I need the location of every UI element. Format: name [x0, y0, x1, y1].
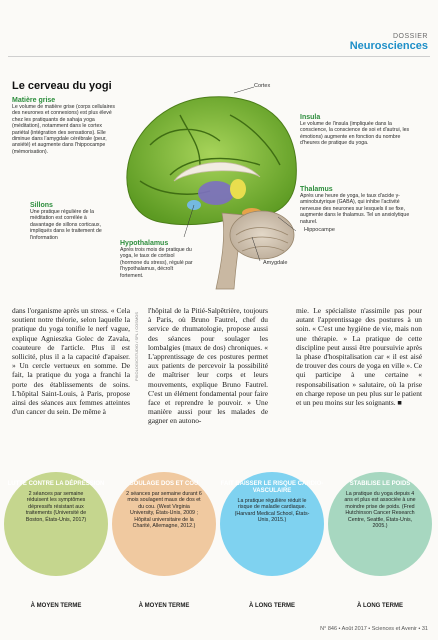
benefit-head: STABILISE LE POIDS	[349, 481, 411, 487]
sillons-block	[30, 202, 110, 241]
benefit-depression	[4, 472, 108, 576]
benefit-head: FAIT BAISSER LE RISQUE CARDIO-VASCULAIRE	[220, 481, 324, 494]
term-label-1: À MOYEN TERME	[30, 603, 82, 609]
benefit-poids	[328, 472, 432, 576]
matiere-grise-text: Le volume de matière grise (corps cellulaires des neurones et connexions) est plus élevé chez les pratiquants de sahaja yoga (méditation), notamment dans le cortex pariétal (intégration des sensations). Elle diminue dans l'amygdale cérébrale (peur, anxiété) et augmente dans l'hippocampe (mémorisation).	[12, 104, 115, 155]
article-title: Le cerveau du yogi	[12, 80, 112, 92]
sillons-title: Sillons	[30, 202, 53, 209]
term-label-3: À LONG TERME	[249, 603, 295, 609]
page-header	[0, 0, 438, 62]
benefit-dos-cou	[112, 472, 216, 576]
insula-text: Le volume de l'insula (impliquée dans la conscience, la conscience de soi et d'autrui, les émotions) augmente en fonction du nombre d'heures de pratique du yoga.	[300, 121, 410, 147]
hypothalamus-block	[120, 240, 194, 279]
matiere-grise-title: Matière grise	[12, 97, 56, 104]
page-footer: N° 846 • Août 2017 • Sciences et Avenir • 31	[320, 626, 428, 632]
amygdale-label: Amygdale	[263, 260, 288, 266]
hypothalamus-title: Hypothalamus	[120, 240, 169, 247]
body-column-2: l'hôpital de la Pitié-Salpêtrière, toujours à Paris, où Bruno Fautrel, chef du service de rhumatologie, propose aussi des séances pour soulager les lombalgies (maux de dos) chroniques. « L'apprentissage de ces postures permet aux patients de percevoir la possibilité de maîtriser leur corps et leurs mouvements, explique Bruno Fautrel. C'est un élément fondamental pour faire face et reprendre le pouvoir. » Une manière aussi pour les malades de gagner en autono-	[148, 306, 268, 426]
body-column-1: dans l'organisme après un stress. « Cela soutient notre théorie, selon laquelle la pratique du yoga tonifie le nerf vague, explique Agnieszka Golec de Zavala, coauteure de l'article. Plus il est sollicité, plus il a la capacité d'apaiser. » Un cercle vertueux en somme. De fait, la pratique du yoga a franchi la porte des établissements de soins. L'hôpital Saint-Louis, à Paris, propose ainsi des séances aux femmes atteintes d'un cancer du sein. De même à	[12, 306, 130, 417]
hypothalamus-text: Après trois mois de pratique du yoga, le taux de cortisol (hormone du stress), régulé par l'hypothalamus, décroît fortement.	[120, 247, 193, 279]
cortex-shape	[127, 97, 296, 225]
thalamus-title: Thalamus	[300, 186, 333, 193]
benefit-cardio	[220, 472, 324, 576]
benefit-head: SOULAGE DOS ET COU	[129, 481, 199, 487]
benefit-head: LUTTE CONTRE LA DÉPRESSION	[7, 481, 105, 487]
body-column-3: mie. Le spécialiste n'assimile pas pour autant l'apprentissage des postures à un soin. « C'est une hygiène de vie, mais non une thérapie. » La pratique de cette discipline peut aussi être poursuivie après la phase d'hospitalisation car « il est aisé de trouver des cours de yoga en ville ». Ce qui participe à une certaine « responsabilisation » salutaire, où la prise en charge repose un peu plus sur le patient et un peu moins sur les soignants. ■	[296, 306, 423, 408]
term-label-2: À MOYEN TERME	[138, 603, 190, 609]
dossier-label: DOSSIER	[392, 33, 428, 40]
insula-title: Insula	[300, 114, 321, 121]
header-rule	[8, 56, 430, 57]
benefit-body: La pratique régulière réduit le risque de maladie cardiaque. (Harvard Medical School, États-Unis, 2015.)	[234, 498, 310, 524]
thalamus-region	[198, 181, 234, 205]
matiere-grise-block	[12, 97, 120, 155]
section-title: Neurosciences	[349, 40, 428, 52]
thalamus-block	[300, 186, 422, 225]
cortex-label: Cortex	[254, 83, 271, 89]
benefit-body: 2 séances par semaine réduisent les symptômes dépressifs résistant aux traitements (Université de Boston, États-Unis, 2017)	[25, 491, 87, 523]
insula-region	[230, 179, 246, 199]
thalamus-text: Après une heure de yoga, le taux d'acide γ-aminobutyrique (GABA), qui inhibe l'activité nerveuse des neurones sur lesquels il se fixe, augmente dans le thalamus. Tel un anxiolytique naturel.	[300, 193, 410, 225]
photo-credit: PIXOLOGICSTUDIO / SPL / COSMOS	[134, 312, 139, 381]
term-label-4: À LONG TERME	[357, 603, 403, 609]
benefit-body: 2 séances par semaine durant 6 mois soulagent maux de dos et du cou. (West Virginia University, États-Unis, 2009 ; Hôpital universitaire de la Charité, Allemagne, 2012.)	[126, 491, 202, 530]
cerebellum	[230, 211, 294, 259]
insula-block	[300, 114, 420, 147]
hippocampe-label: Hippocampe	[304, 227, 335, 233]
benefit-body: La pratique du yoga depuis 4 ans et plus est associée à une moindre prise de poids. (Fred Hutchinson Cancer Research Centre, Seattle, États-Unis, 2005.)	[344, 491, 416, 530]
sillons-text: Une pratique régulière de la méditation est corrélée à davantage de sillons corticaux, impliqués dans le traitement de l'information	[30, 209, 102, 241]
